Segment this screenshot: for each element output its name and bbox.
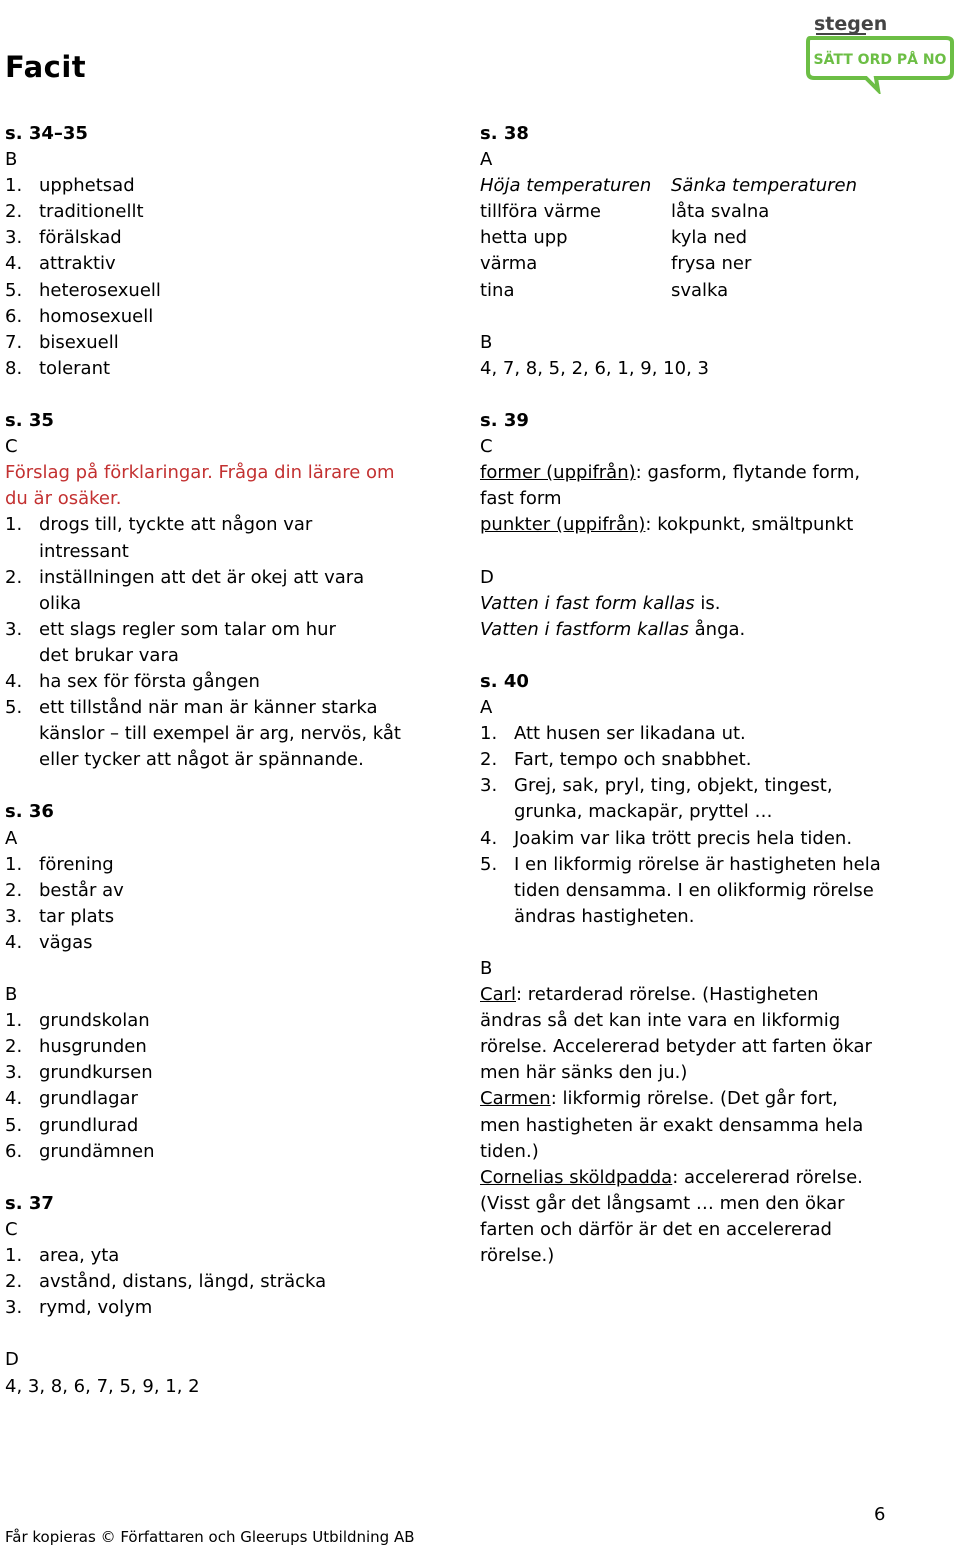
section-heading: s. 35	[5, 410, 54, 432]
list-item: 3. Grej, sak, pryl, ting, objekt, tingest, grunka, mackapär, pryttel …	[480, 775, 833, 823]
list-item: 4. attraktiv	[5, 253, 116, 275]
section-heading: s. 37	[5, 1192, 54, 1214]
list-item: 2. består av	[5, 879, 124, 901]
section-heading: s. 36	[5, 801, 54, 823]
svg-text:stegen: stegen	[814, 13, 888, 35]
table-header-row	[480, 173, 900, 199]
subsection-label: D	[5, 1349, 19, 1371]
section-heading: s. 38	[480, 123, 529, 144]
answer-paragraph: Carmen: likformig rörelse. (Det går fort, men hastigheten är exakt densamma hela tiden.)	[480, 1088, 864, 1162]
stegen-logo	[806, 8, 954, 94]
list-item: 3. grundkursen	[5, 1062, 153, 1084]
list-item: 4. Joakim var lika trött precis hela tiden.	[480, 827, 853, 849]
list-item: 1. grundskolan	[5, 1010, 150, 1032]
answer-sentence: Vatten i fast form kallas is.	[480, 592, 721, 614]
answer-paragraph: punkter (uppifrån): kokpunkt, smältpunkt	[480, 514, 854, 536]
answer-list-s36a	[5, 852, 455, 956]
hint-note: Förslag på förklaringar. Fråga din lärare om du är osäker.	[5, 462, 395, 510]
subsection-label: C	[5, 436, 18, 458]
list-item: 8. tolerant	[5, 357, 111, 379]
subsection-label: B	[480, 331, 493, 353]
subsection-label: C	[5, 1218, 18, 1240]
list-item: 1. upphetsad	[5, 175, 135, 197]
list-item: 5. grundlurad	[5, 1114, 139, 1136]
page-title: Facit	[5, 50, 87, 84]
list-item: 7. bisexuell	[5, 331, 119, 353]
right-column	[480, 121, 900, 1269]
answer-list-s37c	[5, 1243, 455, 1321]
temperature-table	[480, 173, 900, 303]
answer-list-s40a	[480, 721, 880, 930]
subsection-label: B	[5, 149, 18, 171]
list-item: 5. ett tillstånd när man är känner starka känslor – till exempel är arg, nervös, kåt eller tycker att något är spännande.	[5, 697, 401, 771]
page-number: 6	[874, 1504, 886, 1525]
list-item: 6. grundämnen	[5, 1140, 155, 1162]
list-item: 4. grundlagar	[5, 1088, 138, 1110]
answer-list-s36b	[5, 1008, 455, 1165]
answer-sequence: 4, 3, 8, 6, 7, 5, 9, 1, 2	[5, 1375, 200, 1397]
column-header: Höja temperaturen	[480, 175, 652, 197]
list-item: 2. Fart, tempo och snabbhet.	[480, 749, 752, 771]
answer-paragraph: former (uppifrån): gasform, flytande form, fast form	[480, 462, 861, 510]
list-item: 1. förening	[5, 853, 114, 875]
list-item: 2. avstånd, distans, längd, sträcka	[5, 1271, 327, 1293]
list-item: 3. tar plats	[5, 905, 115, 927]
term-label: Cornelias sköldpadda	[480, 1166, 673, 1188]
table-row: hetta upp kyla ned	[480, 227, 748, 249]
subsection-label: A	[480, 697, 493, 719]
list-item: 3. rymd, volym	[5, 1297, 153, 1319]
list-item: 1. drogs till, tyckte att någon var intressant	[5, 514, 313, 562]
section-heading: s. 40	[480, 670, 529, 692]
subsection-label: D	[480, 566, 494, 588]
svg-text:SÄTT ORD PÅ NO: SÄTT ORD PÅ NO	[813, 52, 947, 68]
list-item: 5. heterosexuell	[5, 279, 161, 301]
list-item: 4. vägas	[5, 931, 93, 953]
list-item: 1. Att husen ser likadana ut.	[480, 723, 746, 745]
term-label: former (uppifrån)	[480, 462, 636, 484]
list-item: 5. I en likformig rörelse är hastigheten hela tiden densamma. I en olikformig rörelse ändras hastigheten.	[480, 853, 881, 927]
term-label: Carmen	[480, 1088, 551, 1110]
term-label: Carl	[480, 984, 516, 1006]
list-item: 1. area, yta	[5, 1245, 120, 1267]
list-item: 3. ett slags regler som talar om hur det brukar vara	[5, 618, 336, 666]
answer-sentence: Vatten i fastform kallas ånga.	[480, 618, 746, 640]
list-item: 3. förälskad	[5, 227, 122, 249]
list-item: 4. ha sex för första gången	[5, 670, 260, 692]
list-item: 2. inställningen att det är okej att vara olika	[5, 566, 365, 614]
table-row: tillföra värme låta svalna	[480, 201, 770, 223]
subsection-label: A	[5, 827, 18, 849]
list-item: 6. homosexuell	[5, 305, 154, 327]
answer-list-s35	[5, 512, 405, 773]
subsection-label: B	[5, 984, 18, 1006]
list-item: 2. traditionellt	[5, 201, 144, 223]
answer-sequence: 4, 7, 8, 5, 2, 6, 1, 9, 10, 3	[480, 357, 709, 379]
answer-list-s3435	[5, 173, 455, 382]
left-column	[5, 121, 455, 1400]
term-label: punkter (uppifrån)	[480, 514, 646, 536]
answer-paragraph: Cornelias sköldpadda: accelererad rörelse. (Visst går det långsamt … men den ökar farten och därför är det en accelererad rörelse.)	[480, 1166, 863, 1267]
table-row: värma frysa ner	[480, 253, 752, 275]
section-heading: s. 39	[480, 410, 529, 432]
answer-paragraph: Carl: retarderad rörelse. (Hastigheten ändras så det kan inte vara en likformig rörelse. Accelererad betyder att farten ökar men här sänks den ju.)	[480, 984, 872, 1084]
table-row: tina svalka	[480, 279, 729, 301]
subsection-label: C	[480, 436, 493, 458]
footer-copyright: Får kopieras © Författaren och Gleerups Utbildning AB	[5, 1528, 415, 1546]
section-heading: s. 34–35	[5, 123, 88, 144]
list-item: 2. husgrunden	[5, 1036, 147, 1058]
subsection-label: B	[480, 958, 493, 979]
subsection-label: A	[480, 149, 493, 171]
column-header: Sänka temperaturen	[671, 175, 857, 197]
